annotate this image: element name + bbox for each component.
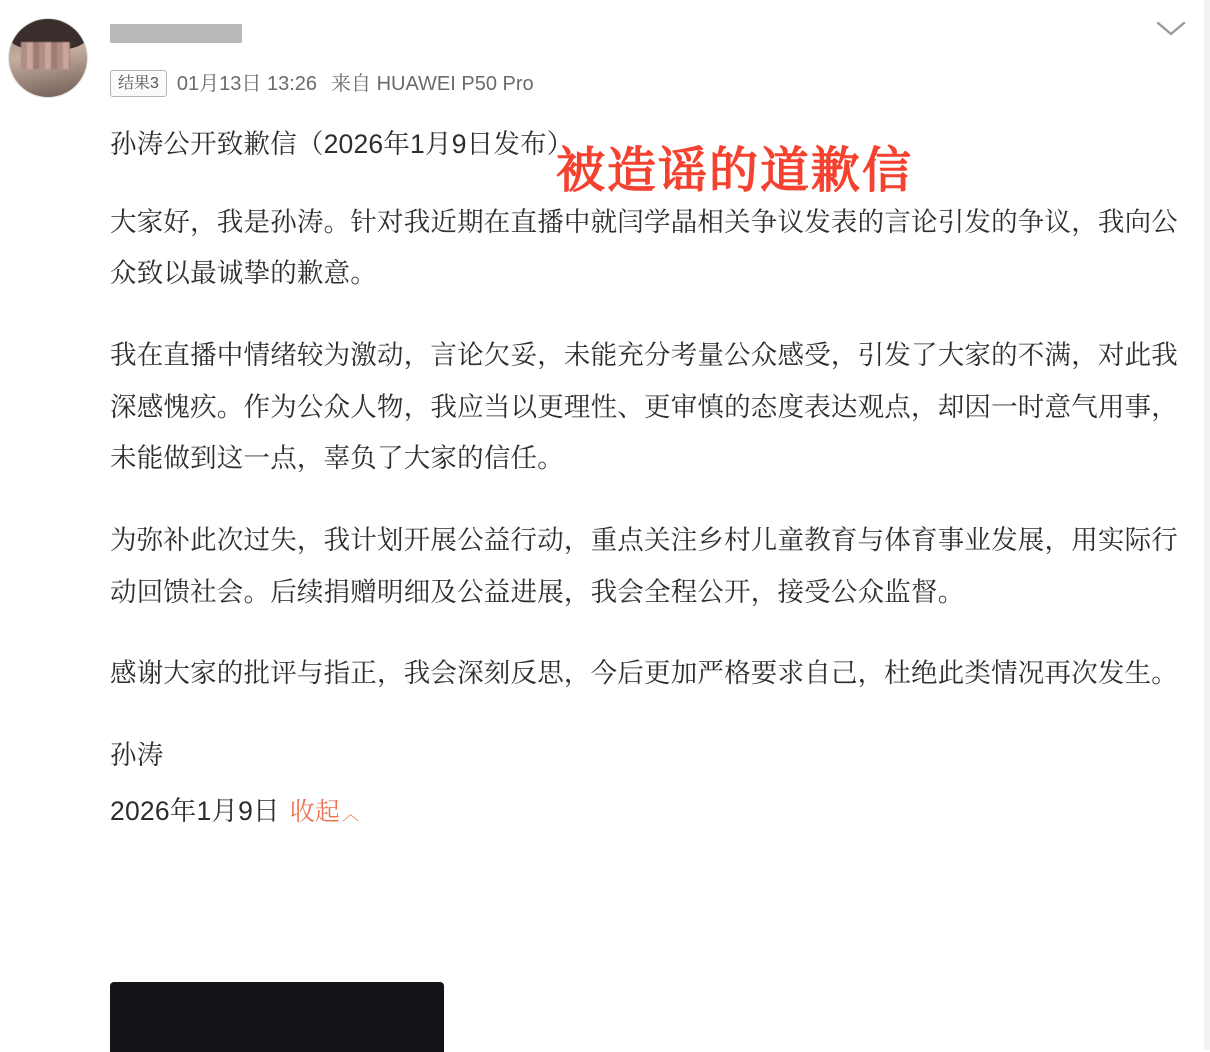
signature-date: 2026年1月9日 [110, 795, 280, 826]
post-title: 孙涛公开致歉信（2026年1月9日发布） [110, 129, 574, 159]
author-name-redaction [110, 24, 242, 43]
post-meta [110, 70, 1180, 97]
watermark-text: 被造谣的道歉信 [556, 142, 914, 199]
signature-name: 孙涛 [110, 740, 164, 771]
author-name[interactable] [110, 18, 1180, 48]
chevron-down-icon[interactable] [1154, 16, 1188, 40]
avatar-blur-mask [21, 42, 69, 69]
post-header [110, 18, 1180, 97]
post-paragraph-1: 大家好，我是孙涛。针对我近期在直播中就闫学晶相关争议发表的言论引发的争议，我向公众致以最诚挚的歉意。 [110, 206, 1178, 289]
collapse-caret: ︿ [342, 804, 360, 824]
post-paragraph-3: 为弥补此次过失，我计划开展公益行动，重点关注乡村儿童教育与体育事业发展，用实际行动回馈社会。后续捐赠明细及公益进展，我会全程公开，接受公众监督。 [110, 525, 1178, 607]
collapse-label: 收起 [289, 797, 341, 826]
post-paragraph-4: 感谢大家的批评与指正，我会深刻反思，今后更加严格要求自己，杜绝此类情况再次发生。 [110, 658, 1178, 689]
post-body [110, 119, 1185, 837]
post-paragraph-2: 我在直播中情绪较为激动，言论欠妥，未能充分考量公众感受，引发了大家的不满，对此我深感愧疚。作为公众人物，我应当以更理性、更审慎的态度表达观点，却因一时意气用事，未能做到这一点，辜负了大家的信任。 [110, 340, 1178, 474]
signature-row [110, 786, 1185, 838]
result-tag: 结果3 [110, 70, 167, 97]
post-source: 来自 HUAWEI P50 Pro [331, 72, 534, 95]
page-gutter [1204, 0, 1210, 1050]
post-timestamp: 01月13日 13:26 [176, 72, 318, 95]
collapse-button[interactable] [290, 788, 360, 837]
avatar[interactable] [8, 18, 88, 98]
attached-media-thumbnail[interactable] [110, 982, 444, 1052]
